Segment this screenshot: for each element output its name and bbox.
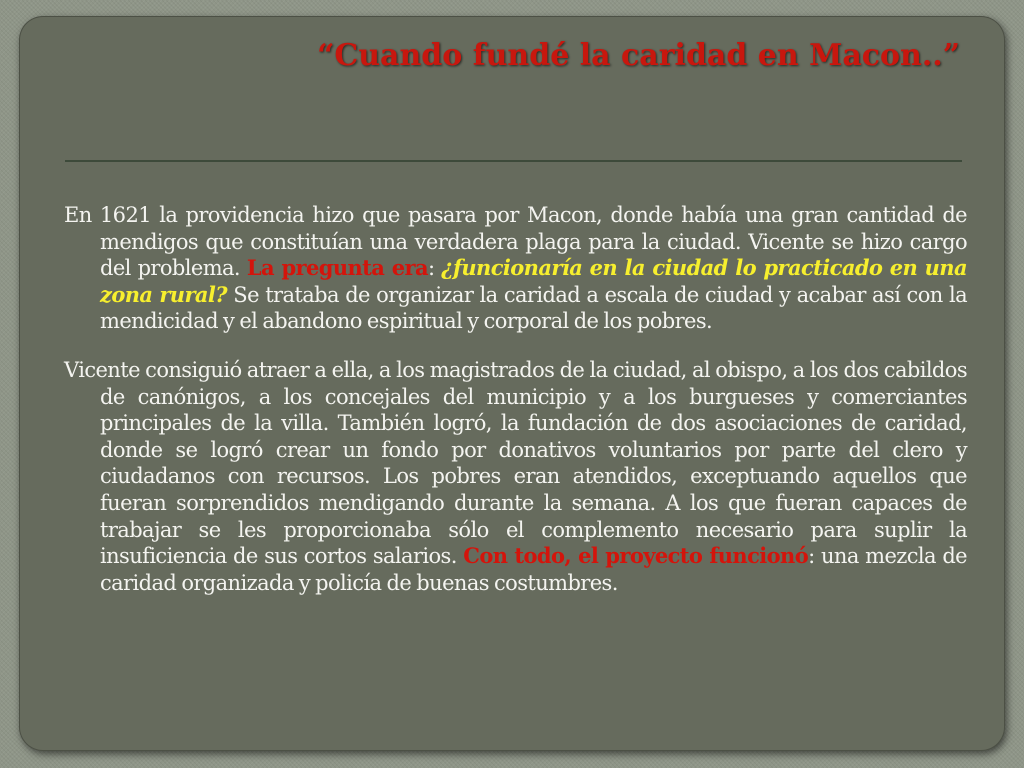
paragraph-2-text: Vicente consiguió atraer a ella, a los magistrados de la ciudad, al obispo, a los dos cabildos de canónigos, a los concejales del municipio y a los burgueses y comerciantes principales de la villa. También logró, la fundación de dos asociaciones de caridad, donde se logró crear un fondo por donativos voluntarios por parte del clero y ciudadanos con recursos. Los pobres eran atendidos, exceptuando aquellos que fueran sorprendidos mendigando durante la semana. A los que fueran capaces de trabajar se les proporcionaba sólo el complemento necesario para suplir la insuficiencia de sus cortos salarios. [64, 357, 967, 569]
paragraph-1 [64, 202, 967, 335]
title-divider [65, 160, 962, 162]
slide-title: “Cuando fundé la caridad en Macon..” [317, 38, 960, 73]
paragraph-1-text: En 1621 la providencia hizo que pasara por Macon, donde había una gran cantidad de mendigos que constituían una verdadera plaga para la ciudad. Vicente se hizo cargo del problema. [64, 203, 967, 281]
question-label: La pregunta era [246, 255, 428, 281]
paragraph-1-continuation: Se trataba de organizar la caridad a escala de ciudad y acabar así con la mendicidad y el abandono espiritual y corporal de los pobres. [100, 282, 967, 334]
conclusion-highlight: Con todo, el proyecto funcionó [463, 543, 809, 569]
slide-body [64, 202, 967, 618]
paragraph-2 [64, 357, 967, 596]
key-question: ¿funcionaría en la ciudad lo practicado en una zona rural? [100, 255, 967, 307]
paragraph-2-continuation: : una mezcla de caridad organizada y policía de buenas costumbres. [100, 544, 967, 595]
colon-separator: : [427, 256, 442, 281]
